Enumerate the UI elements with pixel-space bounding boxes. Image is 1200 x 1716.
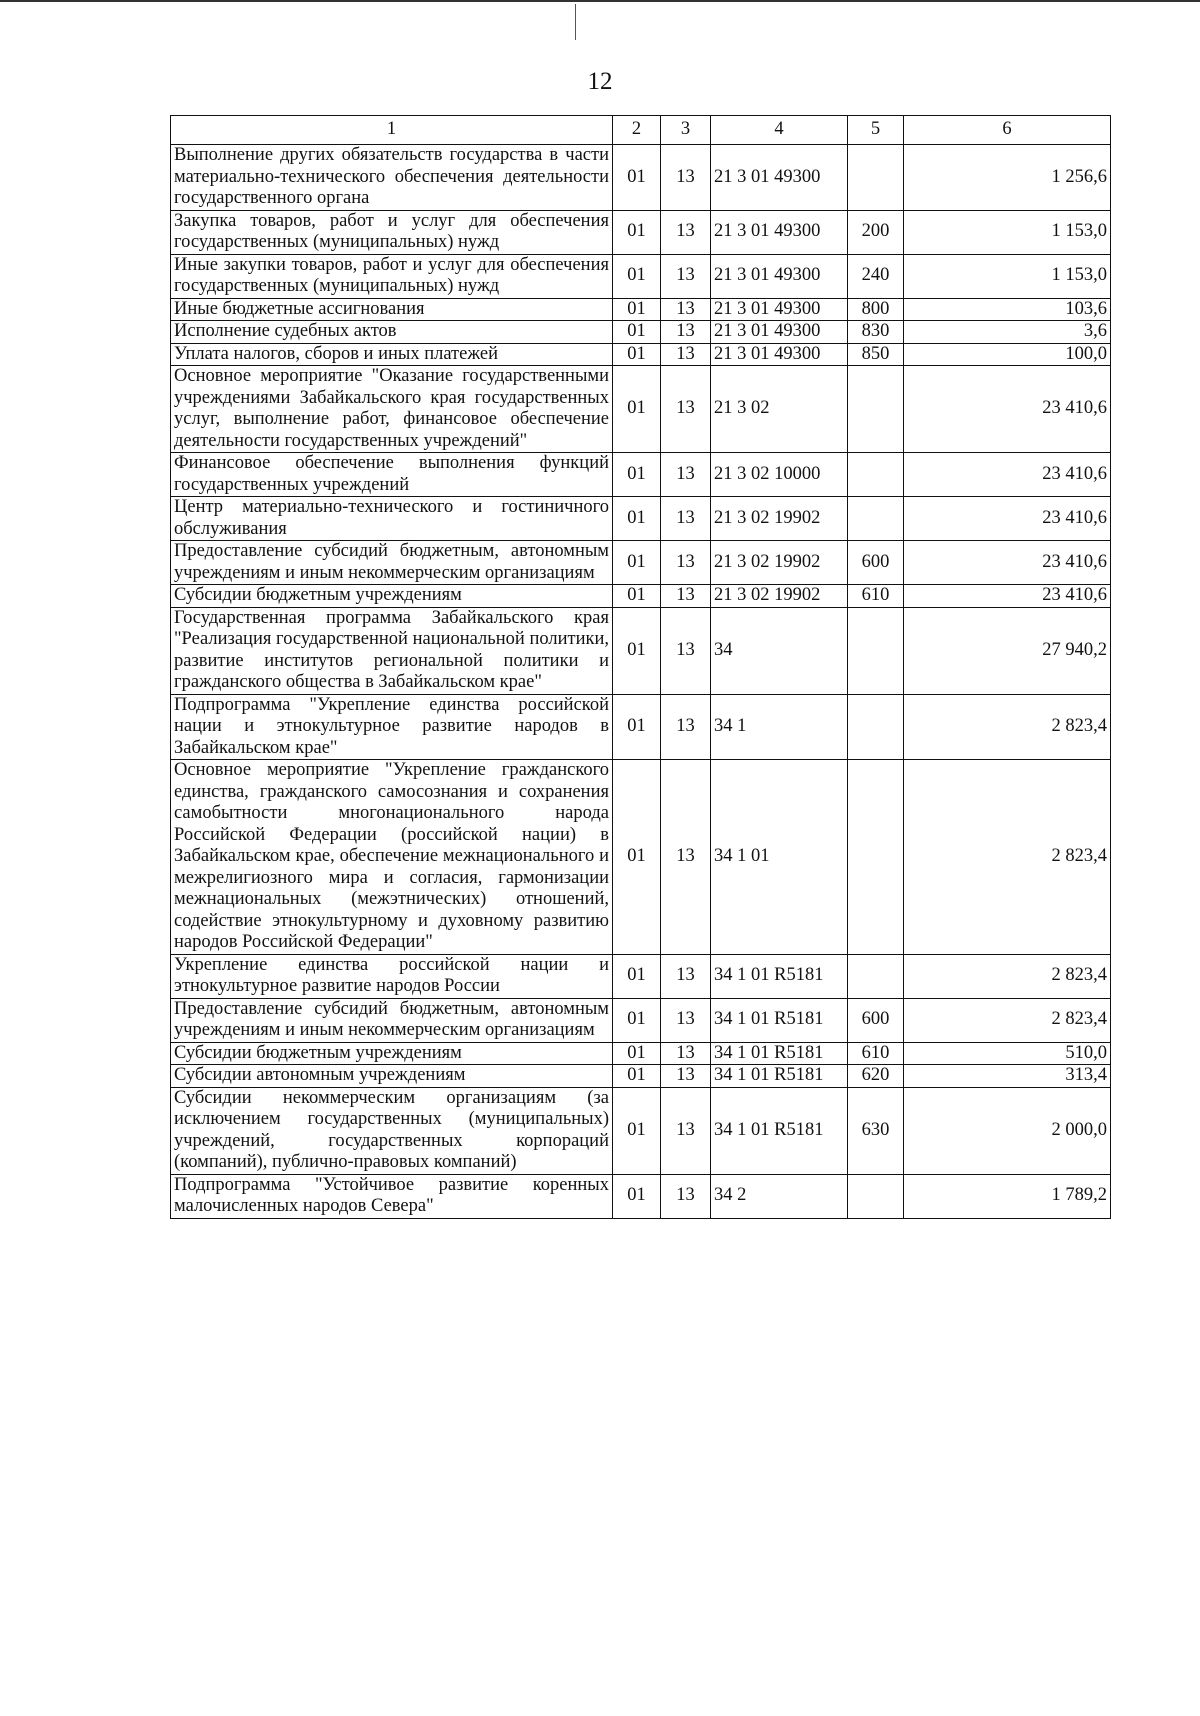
row-name-cell: Иные бюджетные ассигнования [171,298,613,321]
row-name-cell: Субсидии бюджетным учреждениям [171,585,613,608]
row-amount-cell: 510,0 [904,1042,1111,1065]
row-target-code-cell: 34 1 01 R5181 [711,1042,848,1065]
table-row [171,1087,1111,1174]
row-target-code-cell: 34 1 01 R5181 [711,1087,848,1174]
row-subsection-cell: 13 [661,541,711,585]
row-section-cell: 01 [613,1174,661,1218]
row-name-cell: Основное мероприятие "Укрепление гражданского единства, гражданского самосознания и сохранения самобытности многонационального народа Российской Федерации (российской нации) в Забайкальском крае, обеспечение межнационального и межрелигиозного мира и согласия, гармонизации межнациональных (межэтнических) отношений, содействие этнокультурному и духовному развитию народов Российской Федерации" [171,760,613,955]
row-name-cell: Субсидии автономным учреждениям [171,1065,613,1088]
row-expense-type-cell [848,954,904,998]
table-row [171,694,1111,760]
row-section-cell: 01 [613,954,661,998]
row-subsection-cell: 13 [661,1174,711,1218]
row-amount-cell: 2 000,0 [904,1087,1111,1174]
table-body [171,116,1111,1219]
row-subsection-cell: 13 [661,607,711,694]
row-section-cell: 01 [613,998,661,1042]
page-number: 12 [587,68,613,95]
row-name-cell: Выполнение других обязательств государства в части материально-технического обеспечения деятельности государственного органа [171,145,613,211]
row-section-cell: 01 [613,254,661,298]
row-section-cell: 01 [613,298,661,321]
header-cell: 3 [661,116,711,145]
row-expense-type-cell [848,145,904,211]
row-expense-type-cell: 600 [848,541,904,585]
row-subsection-cell: 13 [661,694,711,760]
row-subsection-cell: 13 [661,366,711,453]
row-subsection-cell: 13 [661,343,711,366]
row-name-cell: Иные закупки товаров, работ и услуг для обеспечения государственных (муниципальных) нужд [171,254,613,298]
scan-artifact-mark [575,4,576,40]
row-amount-cell: 27 940,2 [904,607,1111,694]
row-name-cell: Субсидии некоммерческим организациям (за исключением государственных (муниципальных) учреждений, государственных корпораций (компаний), публично-правовых компаний) [171,1087,613,1174]
row-name-cell: Предоставление субсидий бюджетным, автономным учреждениям и иным некоммерческим организациям [171,541,613,585]
row-target-code-cell: 21 3 02 19902 [711,497,848,541]
scan-top-edge [0,0,1200,2]
row-expense-type-cell: 610 [848,585,904,608]
row-expense-type-cell [848,366,904,453]
table-row [171,1174,1111,1218]
row-name-cell: Исполнение судебных актов [171,321,613,344]
table-row [171,298,1111,321]
row-section-cell: 01 [613,1065,661,1088]
row-name-cell: Подпрограмма "Устойчивое развитие коренных малочисленных народов Севера" [171,1174,613,1218]
row-amount-cell: 23 410,6 [904,585,1111,608]
row-target-code-cell: 21 3 01 49300 [711,343,848,366]
row-section-cell: 01 [613,145,661,211]
table-row [171,1042,1111,1065]
header-cell: 2 [613,116,661,145]
row-subsection-cell: 13 [661,760,711,955]
row-subsection-cell: 13 [661,497,711,541]
table-row [171,321,1111,344]
row-name-cell: Подпрограмма "Укрепление единства российской нации и этнокультурное развитие народов в Забайкальском крае" [171,694,613,760]
row-expense-type-cell [848,694,904,760]
row-section-cell: 01 [613,585,661,608]
table-row [171,210,1111,254]
row-expense-type-cell: 850 [848,343,904,366]
row-subsection-cell: 13 [661,1065,711,1088]
row-target-code-cell: 21 3 01 49300 [711,321,848,344]
table-row [171,497,1111,541]
row-expense-type-cell [848,607,904,694]
row-amount-cell: 2 823,4 [904,694,1111,760]
row-name-cell: Центр материально-технического и гостиничного обслуживания [171,497,613,541]
row-subsection-cell: 13 [661,321,711,344]
row-target-code-cell: 21 3 01 49300 [711,210,848,254]
row-target-code-cell: 34 2 [711,1174,848,1218]
row-name-cell: Закупка товаров, работ и услуг для обеспечения государственных (муниципальных) нужд [171,210,613,254]
table-row [171,607,1111,694]
row-amount-cell: 3,6 [904,321,1111,344]
table-row [171,1065,1111,1088]
row-amount-cell: 1 153,0 [904,254,1111,298]
row-name-cell: Субсидии бюджетным учреждениям [171,1042,613,1065]
row-amount-cell: 1 789,2 [904,1174,1111,1218]
row-amount-cell: 100,0 [904,343,1111,366]
row-section-cell: 01 [613,453,661,497]
row-subsection-cell: 13 [661,210,711,254]
row-subsection-cell: 13 [661,254,711,298]
table-row [171,760,1111,955]
row-target-code-cell: 21 3 02 19902 [711,585,848,608]
row-target-code-cell: 21 3 02 19902 [711,541,848,585]
row-expense-type-cell: 610 [848,1042,904,1065]
row-section-cell: 01 [613,760,661,955]
row-target-code-cell: 21 3 02 10000 [711,453,848,497]
row-section-cell: 01 [613,694,661,760]
row-section-cell: 01 [613,1087,661,1174]
row-name-cell: Финансовое обеспечение выполнения функций государственных учреждений [171,453,613,497]
row-target-code-cell: 21 3 02 [711,366,848,453]
row-name-cell: Укрепление единства российской нации и этнокультурное развитие народов России [171,954,613,998]
row-subsection-cell: 13 [661,298,711,321]
row-expense-type-cell: 600 [848,998,904,1042]
row-section-cell: 01 [613,541,661,585]
table-row [171,254,1111,298]
header-cell: 1 [171,116,613,145]
row-amount-cell: 23 410,6 [904,366,1111,453]
row-amount-cell: 23 410,6 [904,541,1111,585]
table-row [171,366,1111,453]
row-target-code-cell: 34 1 01 R5181 [711,1065,848,1088]
row-amount-cell: 23 410,6 [904,453,1111,497]
table-row [171,954,1111,998]
row-target-code-cell: 34 1 01 R5181 [711,998,848,1042]
row-expense-type-cell [848,1174,904,1218]
row-section-cell: 01 [613,607,661,694]
row-expense-type-cell [848,453,904,497]
row-amount-cell: 1 153,0 [904,210,1111,254]
row-subsection-cell: 13 [661,1087,711,1174]
row-section-cell: 01 [613,210,661,254]
table-row [171,145,1111,211]
row-amount-cell: 2 823,4 [904,954,1111,998]
row-expense-type-cell: 240 [848,254,904,298]
row-subsection-cell: 13 [661,954,711,998]
row-target-code-cell: 34 1 [711,694,848,760]
table-header-row [171,116,1111,145]
budget-table [170,115,1111,1219]
row-name-cell: Основное мероприятие "Оказание государственными учреждениями Забайкальского края государственных услуг, выполнение работ, финансовое обеспечение деятельности государственных учреждений" [171,366,613,453]
row-subsection-cell: 13 [661,998,711,1042]
row-amount-cell: 1 256,6 [904,145,1111,211]
row-subsection-cell: 13 [661,585,711,608]
table-row [171,541,1111,585]
row-expense-type-cell: 620 [848,1065,904,1088]
row-target-code-cell: 21 3 01 49300 [711,145,848,211]
row-target-code-cell: 34 [711,607,848,694]
row-subsection-cell: 13 [661,1042,711,1065]
row-amount-cell: 313,4 [904,1065,1111,1088]
row-section-cell: 01 [613,366,661,453]
row-expense-type-cell: 200 [848,210,904,254]
row-expense-type-cell: 630 [848,1087,904,1174]
header-cell: 5 [848,116,904,145]
row-section-cell: 01 [613,497,661,541]
table-row [171,343,1111,366]
row-section-cell: 01 [613,321,661,344]
row-target-code-cell: 21 3 01 49300 [711,298,848,321]
row-target-code-cell: 34 1 01 R5181 [711,954,848,998]
row-expense-type-cell [848,760,904,955]
row-name-cell: Предоставление субсидий бюджетным, автономным учреждениям и иным некоммерческим организациям [171,998,613,1042]
header-cell: 4 [711,116,848,145]
row-expense-type-cell: 800 [848,298,904,321]
row-amount-cell: 2 823,4 [904,998,1111,1042]
row-section-cell: 01 [613,343,661,366]
table-row [171,998,1111,1042]
row-section-cell: 01 [613,1042,661,1065]
row-amount-cell: 2 823,4 [904,760,1111,955]
row-name-cell: Уплата налогов, сборов и иных платежей [171,343,613,366]
header-cell: 6 [904,116,1111,145]
row-target-code-cell: 34 1 01 [711,760,848,955]
row-subsection-cell: 13 [661,145,711,211]
row-name-cell: Государственная программа Забайкальского края "Реализация государственной национальной политики, развитие институтов региональной политики и гражданского общества в Забайкальском крае" [171,607,613,694]
row-expense-type-cell [848,497,904,541]
row-subsection-cell: 13 [661,453,711,497]
row-expense-type-cell: 830 [848,321,904,344]
row-target-code-cell: 21 3 01 49300 [711,254,848,298]
row-amount-cell: 23 410,6 [904,497,1111,541]
row-amount-cell: 103,6 [904,298,1111,321]
table-row [171,585,1111,608]
table-row [171,453,1111,497]
